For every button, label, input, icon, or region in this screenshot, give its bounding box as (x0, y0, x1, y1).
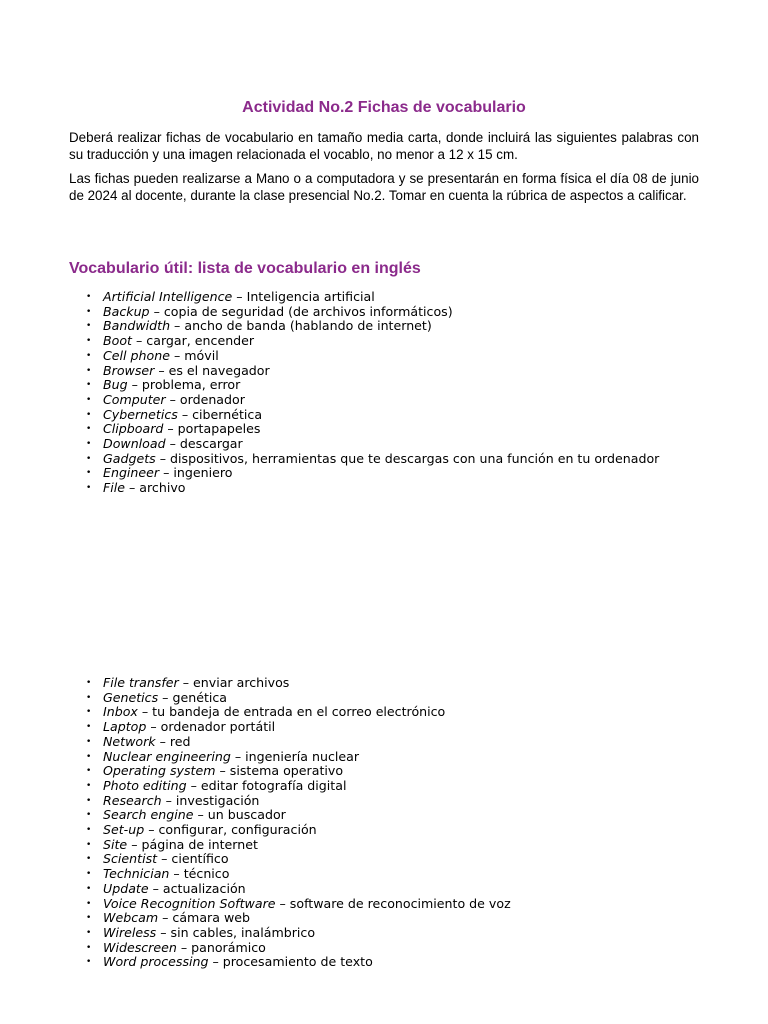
list-item (86, 465, 659, 481)
vocab-translation: – página de internet (127, 836, 258, 852)
vocab-term: Webcam (103, 910, 159, 926)
vocab-translation: – sin cables, inalámbrico (156, 924, 316, 940)
vocab-translation: – actualización (148, 880, 246, 896)
bullet-icon: • (86, 292, 92, 302)
vocab-term: Cell phone (103, 347, 170, 363)
vocab-translation: – cámara web (158, 910, 250, 926)
vocab-term: Voice Recognition Software (103, 895, 276, 911)
list-item (86, 391, 659, 408)
bullet-icon: • (86, 365, 92, 376)
bullet-icon: • (86, 380, 92, 391)
list-item (86, 318, 659, 334)
bullet-icon: • (86, 678, 92, 688)
vocab-translation: – un buscador (193, 807, 286, 823)
list-item (86, 792, 511, 809)
vocab-term: Network (103, 733, 156, 749)
vocab-term: Boot (103, 333, 132, 349)
vocab-translation: – dispositivos, herramientas que te descargas con una función en tu ordenador (155, 450, 660, 466)
list-item (86, 421, 659, 437)
bullet-icon: • (86, 321, 92, 332)
list-item (86, 689, 511, 706)
vocab-translation: – investigación (161, 792, 260, 808)
page-title: Actividad No.2 Fichas de vocabulario (242, 99, 526, 116)
vocab-term: File transfer (103, 675, 179, 690)
list-item (86, 719, 511, 735)
list-item (86, 910, 511, 926)
vocab-translation: – software de reconocimiento de voz (275, 895, 511, 911)
vocab-term: Nuclear engineering (103, 748, 231, 764)
bullet-icon: • (86, 810, 92, 821)
vocab-term: Download (103, 436, 166, 452)
vocab-translation: – copia de seguridad (de archivos informáticos) (149, 303, 453, 319)
vocab-term: File (103, 480, 125, 496)
bullet-icon: • (86, 780, 92, 791)
list-item (86, 954, 511, 970)
bullet-icon: • (86, 468, 92, 479)
vocab-term: Bandwidth (103, 318, 171, 334)
list-item (86, 303, 659, 320)
vocab-translation: – ingeniería nuclear (230, 748, 360, 764)
bullet-icon: • (86, 692, 92, 703)
bullet-icon: • (86, 453, 92, 464)
vocab-translation: – configurar, configuración (144, 822, 317, 838)
bullet-icon: • (86, 751, 92, 762)
bullet-icon: • (86, 839, 92, 850)
bullet-icon: • (86, 942, 92, 953)
vocab-term: Operating system (103, 763, 216, 779)
vocab-translation: – panorámico (176, 939, 266, 955)
bullet-icon: • (86, 898, 92, 909)
bullet-icon: • (86, 766, 92, 777)
vocab-translation: – ingeniero (159, 465, 233, 481)
vocab-translation: – red (155, 733, 191, 749)
vocab-term: Browser (103, 362, 155, 378)
vocab-translation: – científico (157, 851, 229, 867)
vocab-term: Photo editing (103, 777, 187, 793)
vocab-term: Wireless (103, 924, 157, 940)
vocab-term: Clipboard (103, 421, 164, 437)
vocab-translation: – procesamiento de texto (208, 954, 373, 970)
bullet-icon: • (86, 795, 92, 806)
bullet-icon: • (86, 869, 92, 880)
vocab-term: Update (103, 880, 149, 896)
bullet-icon: • (86, 439, 92, 450)
delivery-paragraph: Las fichas pueden realizarse a Mano o a computadora y se presentarán en forma física el día 08 de junio de 2024 al docente, durante la clase presencial No.2. Tomar en cuenta la rúbrica de aspectos a calificar. (69, 171, 699, 203)
bullet-icon: • (86, 736, 92, 747)
vocab-translation: – genética (158, 689, 228, 705)
vocab-translation: – enviar archivos (178, 675, 290, 690)
bullet-icon: • (86, 722, 92, 733)
list-item (86, 450, 660, 467)
vocab-translation: – problema, error (127, 377, 241, 393)
list-item (86, 807, 511, 823)
list-item (86, 851, 511, 867)
list-item (86, 939, 511, 956)
list-item (86, 406, 659, 423)
vocab-translation: – ordenador portátil (146, 719, 276, 735)
bullet-icon: • (86, 306, 92, 317)
vocab-translation: – descargar (165, 436, 243, 452)
vocab-term: Cybernetics (103, 406, 178, 422)
bullet-icon: • (86, 927, 92, 938)
vocab-term: Computer (103, 391, 166, 407)
vocab-term: Research (103, 792, 162, 808)
bullet-icon: • (86, 707, 92, 718)
vocab-translation: – cibernética (177, 406, 263, 422)
instructions-paragraph: Deberá realizar fichas de vocabulario en tamaño media carta, donde incluirá las siguientes palabras con su traducción y una imagen relacionada el vocablo, no menor a 12 x 15 cm. (69, 130, 699, 162)
vocab-term: Set-up (103, 822, 145, 838)
vocab-translation: – archivo (125, 480, 186, 496)
vocab-term: Word processing (103, 954, 209, 970)
list-item (86, 895, 511, 912)
bullet-icon: • (86, 336, 92, 347)
vocab-translation: – técnico (169, 866, 230, 882)
vocab-term: Laptop (103, 719, 147, 735)
list-item (86, 836, 511, 853)
vocab-term: Backup (103, 303, 150, 319)
vocab-translation: – Inteligencia artificial (232, 289, 375, 304)
vocab-term: Site (103, 836, 128, 852)
list-item (86, 866, 511, 882)
list-item (86, 777, 511, 794)
vocab-term: Engineer (103, 465, 160, 481)
vocab-translation: – ancho de banda (hablando de internet) (170, 318, 432, 334)
list-item (86, 822, 511, 838)
vocab-term: Genetics (103, 689, 159, 705)
vocab-translation: – es el navegador (154, 362, 270, 378)
bullet-icon: • (86, 913, 92, 924)
vocab-translation: – sistema operativo (215, 763, 344, 779)
list-item (86, 733, 511, 750)
vocab-translation: – editar fotografía digital (186, 777, 347, 793)
list-item (86, 436, 659, 452)
vocab-term: Technician (103, 866, 170, 882)
list-item (86, 924, 511, 941)
list-item (86, 704, 511, 720)
vocab-term: Widescreen (103, 939, 177, 955)
vocab-term: Scientist (103, 851, 158, 867)
bullet-icon: • (86, 424, 92, 435)
vocabulary-list-1 (86, 289, 660, 496)
vocabulary-list-2 (86, 675, 511, 970)
list-item (86, 748, 511, 765)
list-item (86, 480, 659, 496)
list-item (86, 289, 659, 305)
list-item (86, 675, 511, 691)
vocab-translation: – móvil (169, 347, 219, 363)
bullet-icon: • (86, 483, 92, 494)
list-item (86, 333, 659, 349)
vocab-translation: – tu bandeja de entrada en el correo electrónico (137, 704, 446, 720)
vocab-term: Artificial Intelligence (103, 289, 233, 304)
bullet-icon: • (86, 825, 92, 836)
bullet-icon: • (86, 957, 92, 968)
vocab-term: Inbox (103, 704, 138, 720)
vocab-term: Gadgets (103, 450, 156, 466)
bullet-icon: • (86, 394, 92, 405)
list-item (86, 880, 511, 897)
section-heading: Vocabulario útil: lista de vocabulario en inglés (69, 260, 421, 277)
bullet-icon: • (86, 409, 92, 420)
vocab-translation: – portapapeles (163, 421, 261, 437)
list-item (86, 763, 511, 779)
list-item (86, 347, 659, 364)
vocab-term: Search engine (103, 807, 194, 823)
vocab-translation: – cargar, encender (132, 333, 255, 349)
bullet-icon: • (86, 350, 92, 361)
vocab-term: Bug (103, 377, 128, 393)
bullet-icon: • (86, 854, 92, 865)
list-item (86, 362, 659, 379)
bullet-icon: • (86, 883, 92, 894)
vocab-translation: – ordenador (165, 391, 245, 407)
list-item (86, 377, 659, 393)
